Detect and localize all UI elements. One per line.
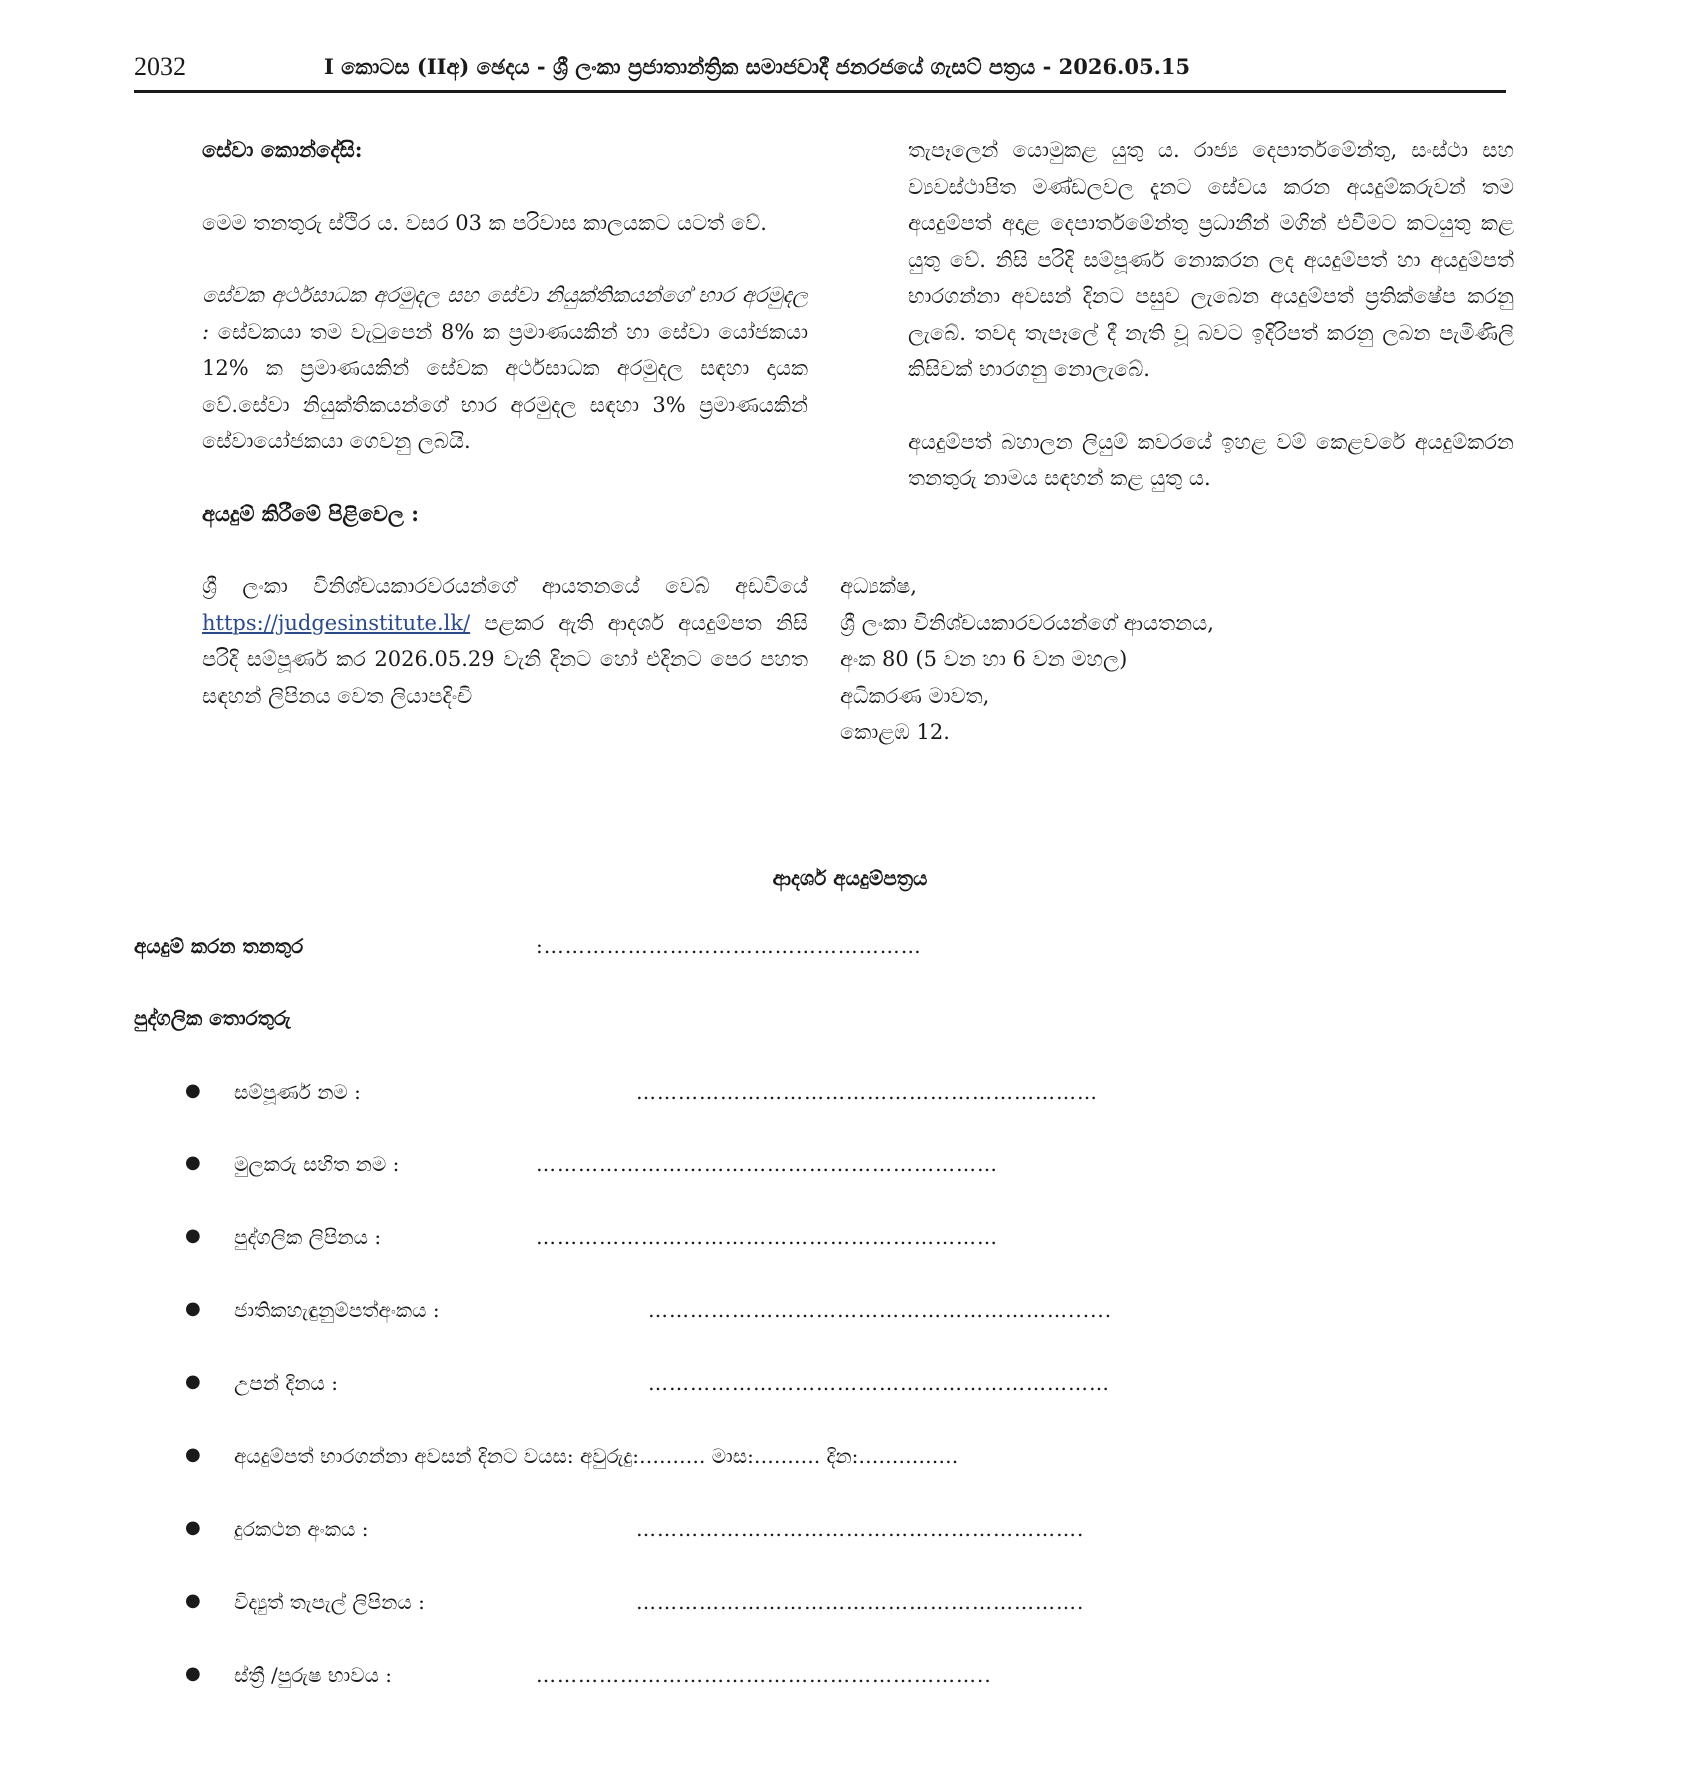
field-dots: ………………………………………………………… (648, 1371, 1110, 1395)
bullet-icon: ● (185, 1663, 201, 1684)
envelope-paragraph: අයදුම්පත් බහාලන ලියුම් කවරයේ ඉහළ වම් කෙළවරේ අයදුම්කරන තනතුරු නාමය සඳහන් කළ යුතු ය. (908, 429, 1514, 490)
field-label: ස්ත්‍රී /පුරුෂ භාවය : (234, 1663, 393, 1687)
apply-text-2: පළකර ඇති ආදර්ශ අයදුම්පත නිසි පරිදි සම්පූර්ණ කර 2026.05.29 වැනි දිනට හෝ එදිනට පෙර පහත සඳහන් ලිපිනය වෙත ලියාපදිංචි (202, 610, 808, 708)
left-column (202, 132, 808, 714)
field-dots: ……………………………………………………….. (536, 1663, 992, 1687)
age-field-label: අයදුම්පත් භාරගන්නා අවසන් දිනට වයස: අවුරුදු:………. මාස:………. දින:…………… (234, 1444, 959, 1468)
bullet-icon: ● (185, 1080, 201, 1101)
field-dots: ………………………………………………………. (636, 1517, 1085, 1541)
field-dots: ………………………………………………………… (536, 1225, 998, 1249)
field-dots: ………………………………………………………… (536, 1152, 998, 1176)
address-line: අංක 80 (5 වන හා 6 වන මහල) (840, 647, 1128, 671)
bullet-icon: ● (185, 1225, 201, 1246)
field-label: සම්පූර්ණ නම : (234, 1080, 361, 1104)
field-label: විද්‍යුත් තැපැල් ලිපිනය : (234, 1590, 425, 1614)
bullet-icon: ● (185, 1152, 201, 1173)
gazette-title: I කොටස (IIඅ) ඡෙදය - ශ්‍රී ලංකා ප්‍රජාතාන්ත්‍රික සමාජවාදී ජනරජයේ ගැසට් පත්‍රය - 2026.05.15 (324, 54, 1191, 79)
bullet-icon: ● (185, 1444, 201, 1465)
field-label: උපන් දිනය : (234, 1371, 338, 1395)
field-label: මුලකරු සහිත නම : (234, 1152, 400, 1176)
bullet-icon: ● (185, 1298, 201, 1319)
epf-heading: සේවක අර්ථසාධක අරමුදල සහ සේවා නියුක්තිකයන්ගේ භාර අරමුදල : (202, 283, 808, 344)
apply-paragraph (202, 568, 808, 714)
field-dots: ……………………………………………………...... (648, 1298, 1113, 1322)
epf-paragraph (202, 277, 808, 460)
post-dots: :……………………………………………… (536, 934, 922, 958)
epf-text: සේවකයා තම වැටුපෙන් 8% ක ප්‍රමාණයකින් හා සේවා යෝජකයා 12% ක ප්‍රමාණයකින් සේවක අර්ථසාධක අරමුදල සඳහා දායක වේ.සේවා නියුක්තිකයන්ගේ භාර අරමුදල සඳහා 3% ප්‍රමාණයකින් සේවායෝජකයා ගෙවනු ලබයි. (202, 319, 808, 453)
right-column (908, 132, 1514, 497)
address-line: අධිකරණ මාවත, (840, 683, 990, 708)
address-block (840, 568, 1214, 751)
address-line: අධ්‍යක්ෂ, (840, 574, 917, 598)
website-link[interactable]: https://judgesinstitute.lk/ (202, 610, 471, 635)
page-header (134, 48, 1506, 93)
address-line: කොළඹ 12. (840, 720, 950, 744)
field-label: පුද්ගලික ලිපිනය : (234, 1225, 382, 1249)
bullet-icon: ● (185, 1517, 201, 1538)
bullet-icon: ● (185, 1371, 201, 1392)
field-dots: ………………………………………………………… (636, 1080, 1098, 1104)
form-title: ආදර්ශ අයදුම්පත්‍රය (772, 866, 928, 890)
apply-text-1: ශ්‍රී ලංකා විනිශ්චයකාරවරයන්ගේ ආයතනයේ වෙබ් අඩවියේ (202, 574, 808, 598)
service-conditions-text: මෙම තනතුරු ස්ථිර ය. වසර 03 ක පරිවාස කාලයකට යටත් වේ. (202, 210, 767, 235)
apply-heading: අයදුම් කිරීමේ පිළිවෙල : (202, 500, 419, 526)
field-dots: ………………………………………………………. (636, 1590, 1085, 1614)
field-label: ජාතිකහැඳුනුම්පත්අංකය : (234, 1298, 440, 1322)
service-conditions-heading: සේවා කොන්දේසි: (202, 137, 363, 162)
personal-info-heading: පුද්ගලික තොරතුරු (134, 1006, 291, 1030)
address-line: ශ්‍රී ලංකා විනිශ්චයකාරවරයන්ගේ ආයතනය, (840, 610, 1214, 635)
bullet-icon: ● (185, 1590, 201, 1611)
field-label: දුරකථන අංකය : (234, 1517, 369, 1541)
submission-paragraph: තැපෑලෙන් යොමුකළ යුතු ය. රාජ්‍ය දෙපාර්තමේන්තු, සංස්ථා සහ ව්‍යවස්ථාපිත මණ්ඩලවල දැනට සේවය කරන අයදුම්කරුවන් තම අයදුම්පත් අදාළ දෙපාර්තමේන්තු ප්‍රධානීන් මගින් එවීමට කටයුතු කළ යුතු වේ. නිසි පරිදි සම්පූර්ණ නොකරන ලද අයදුම්පත් හා අයදුම්පත් භාරගන්නා අවසන් දිනට පසුව ලැබෙන අයදුම්පත් ප්‍රතික්ෂේප කරනු ලැබේ. තවද තැපෑලේ දී නැති වූ බවට ඉදිරිපත් කරනු ලබන පැමිණිලි කිසිවක් භාරගනු නොලැබේ. (908, 138, 1514, 381)
post-label: අයදුම් කරන තනතුර (134, 934, 304, 958)
page-number: 2032 (134, 52, 186, 81)
